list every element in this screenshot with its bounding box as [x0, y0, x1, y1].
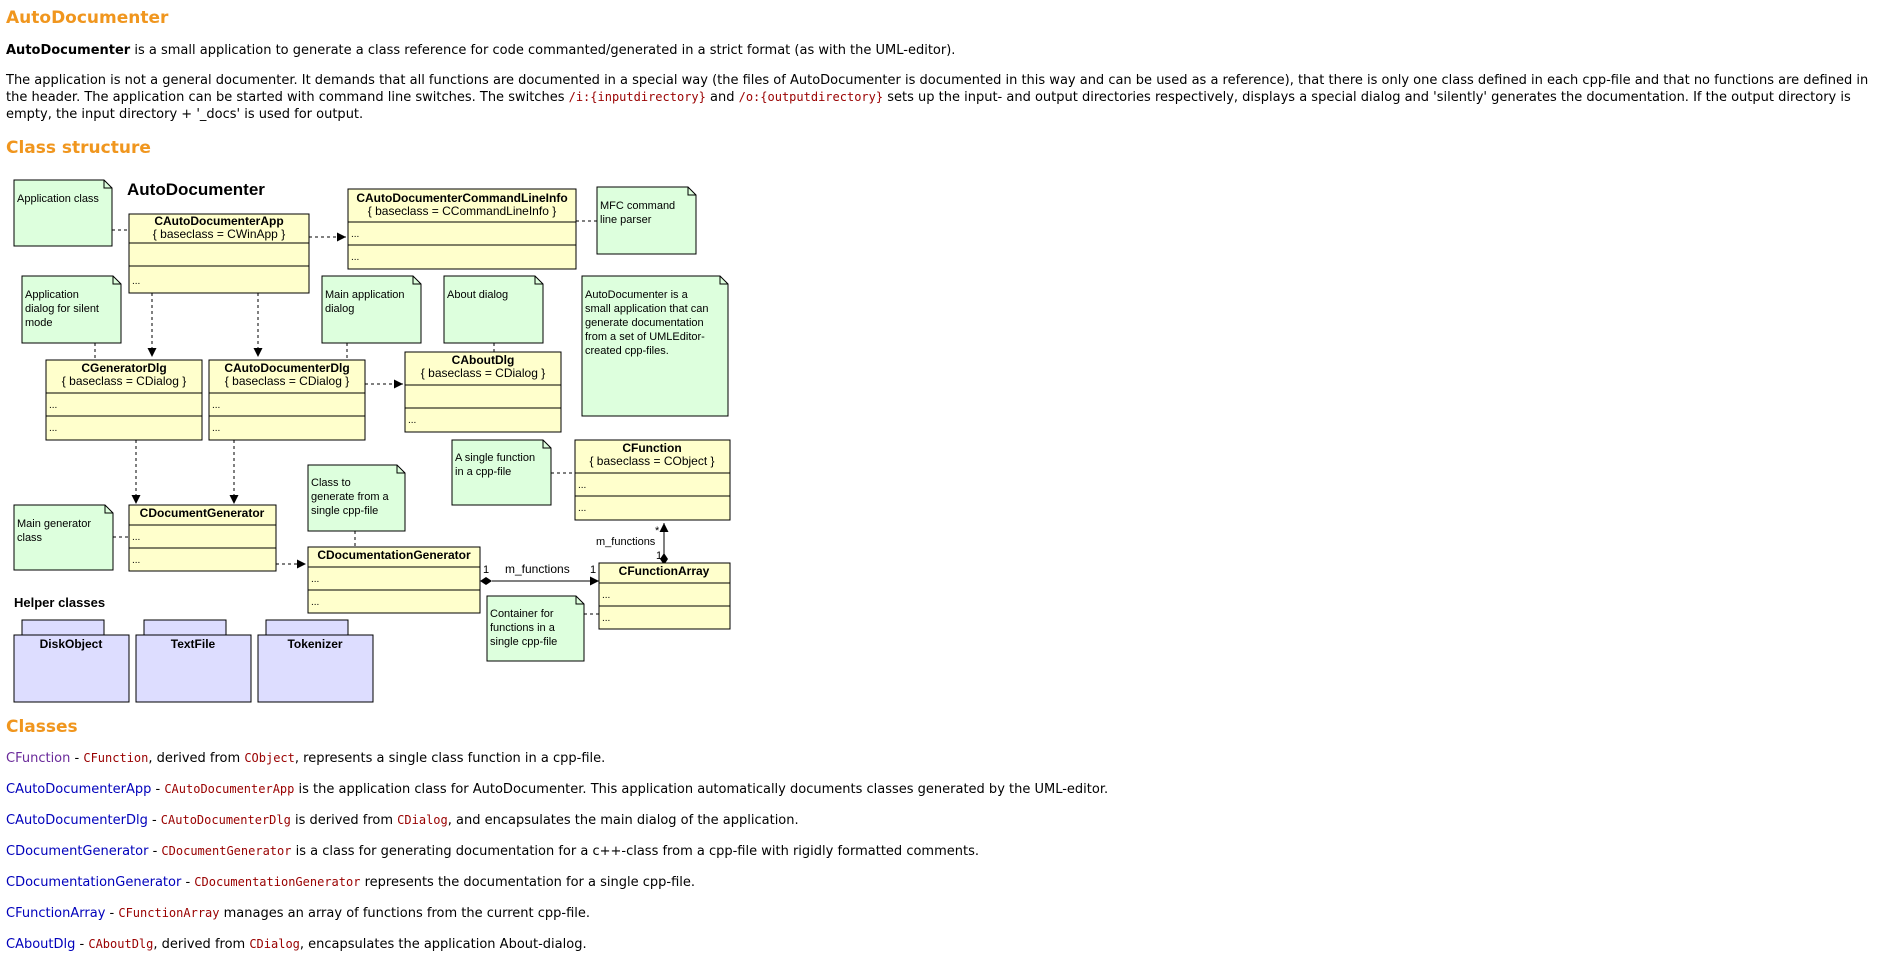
svg-text:1: 1: [590, 564, 597, 576]
input-switch-code: /i:{inputdirectory}: [568, 90, 706, 104]
class-code: CAutoDocumenterDlg: [160, 813, 291, 827]
class-description: , derived from: [148, 751, 245, 766]
class-code: CDocumentationGenerator: [194, 875, 361, 889]
package-tokenizer: [258, 620, 373, 702]
svg-text:...: ...: [351, 229, 360, 240]
svg-text:...: ...: [132, 532, 141, 543]
description-part2: and: [705, 90, 739, 105]
class-cfunction: [575, 440, 730, 520]
svg-text:...: ...: [49, 400, 58, 411]
class-description-tail: , and encapsulates the main dialog of the application.: [447, 813, 799, 828]
svg-text:{ baseclass = CDialog }: { baseclass = CDialog }: [420, 366, 546, 380]
svg-text:1: 1: [656, 550, 663, 562]
class-link[interactable]: CFunctionArray: [6, 906, 106, 921]
separator: -: [105, 906, 119, 921]
class-cfunctionarray: [599, 563, 730, 629]
separator: -: [75, 937, 89, 952]
diagram-title: AutoDocumenter: [127, 180, 265, 199]
svg-text:...: ...: [212, 423, 221, 434]
class-list-item: [6, 781, 1108, 798]
svg-text:{ baseclass = CDialog }: { baseclass = CDialog }: [61, 374, 187, 388]
svg-text:Applicationdialog for silentmo: Application dialog for silent mode: [25, 289, 99, 329]
class-link[interactable]: CAutoDocumenterDlg: [6, 813, 148, 828]
svg-text:Application class: Application class: [17, 193, 99, 205]
svg-text:...: ...: [351, 252, 360, 263]
note-container: [487, 596, 584, 661]
package-textfile: [136, 620, 251, 702]
svg-text:...: ...: [408, 415, 417, 426]
svg-text:...: ...: [311, 574, 320, 585]
intro-text: is a small application to generate a class reference for code commanted/generated in a strict format (as with the UML-editor).: [130, 43, 956, 58]
class-structure-heading: Class structure: [6, 138, 151, 158]
svg-text:...: ...: [212, 400, 221, 411]
class-list-item: [6, 874, 695, 891]
svg-text:...: ...: [49, 423, 58, 434]
svg-text:...: ...: [578, 480, 587, 491]
svg-text:CAutoDocumenterCommandLineInfo: CAutoDocumenterCommandLineInfo: [356, 191, 568, 205]
base-class-code: CDialog: [249, 937, 300, 951]
class-list-item: [6, 812, 799, 829]
class-description: is a class for generating documentation for a c++-class from a cpp-file with rigidly formatted comments.: [291, 844, 979, 859]
class-description-tail: , represents a single class function in a cpp-file.: [294, 751, 606, 766]
svg-text:CDocumentationGenerator: CDocumentationGenerator: [317, 548, 471, 562]
svg-text:...: ...: [132, 555, 141, 566]
svg-text:CGeneratorDlg: CGeneratorDlg: [81, 361, 167, 375]
class-link[interactable]: CAutoDocumenterApp: [6, 782, 152, 797]
class-link[interactable]: CDocumentationGenerator: [6, 875, 182, 890]
svg-text:MFC commandline parser: MFC command line parser: [600, 200, 676, 226]
svg-text:{ baseclass = CCommandLineInfo: { baseclass = CCommandLineInfo }: [367, 204, 557, 218]
svg-text:{ baseclass = CWinApp }: { baseclass = CWinApp }: [152, 227, 286, 241]
separator: -: [70, 751, 84, 766]
package-diskobject: [14, 620, 129, 702]
class-description: , derived from: [153, 937, 250, 952]
separator: -: [148, 844, 162, 859]
svg-text:...: ...: [311, 597, 320, 608]
class-description: is derived from: [290, 813, 398, 828]
svg-text:{ baseclass = CDialog }: { baseclass = CDialog }: [224, 374, 350, 388]
class-cdocumentationgenerator: [308, 547, 480, 613]
class-cgeneratordlg: [46, 360, 202, 440]
svg-text:Tokenizer: Tokenizer: [287, 637, 343, 651]
svg-text:m_functions: m_functions: [505, 562, 570, 576]
helper-classes-title: Helper classes: [14, 595, 106, 610]
svg-text:Main applicationdialog: Main application dialog: [325, 289, 405, 315]
separator: -: [147, 813, 161, 828]
svg-text:...: ...: [578, 503, 587, 514]
class-cautodocumenterdlg: [209, 360, 365, 440]
class-list-item: [6, 936, 587, 953]
class-code: CAutoDocumenterApp: [164, 782, 295, 796]
svg-text:Container forfunctions in asin: Container for functions in a single cpp-file: [490, 608, 558, 648]
svg-text:{ baseclass = CObject }: { baseclass = CObject }: [589, 454, 715, 468]
output-switch-code: /o:{outputdirectory}: [738, 90, 884, 104]
svg-text:TextFile: TextFile: [170, 637, 216, 651]
class-description: represents the documentation for a single cpp-file.: [360, 875, 696, 890]
svg-text:DiskObject: DiskObject: [39, 637, 103, 651]
svg-text:Class togenerate from asingle: Class to generate from a single cpp-file: [311, 477, 389, 517]
svg-text:Main generatorclass: Main generator class: [17, 518, 91, 544]
svg-text:About dialog: About dialog: [447, 289, 509, 301]
svg-text:CAboutDlg: CAboutDlg: [451, 353, 515, 367]
class-link[interactable]: CAboutDlg: [6, 937, 76, 952]
class-list-item: [6, 905, 590, 922]
class-description: is the application class for AutoDocumenter. This application automatically documents classes generated by the UML-editor.: [294, 782, 1109, 797]
description-part1: The application is not a general documenter. It demands that all functions are documented in a special way (the files of AutoDocumenter is documented in this way and can be used as a reference), that there is only one class defined in each cpp-file and that no functions are defined in the header. The application can be started with command line switches. The switches: [6, 73, 1869, 105]
svg-text:...: ...: [602, 613, 611, 624]
svg-text:...: ...: [132, 276, 141, 287]
description-part3: sets up the input- and output directories respectively, displays a special dialog and 'silently' generates the documentation. If the output directory is empty, the input directory + '_docs' is used for output.: [6, 90, 1851, 122]
svg-text:CDocumentGenerator: CDocumentGenerator: [139, 506, 265, 520]
class-cautodocumenterapp: [129, 214, 309, 293]
class-code: CAboutDlg: [88, 937, 154, 951]
class-cmdlineinfo: [348, 189, 576, 269]
page-title: AutoDocumenter: [6, 8, 169, 28]
class-caboutdlg: [405, 352, 561, 432]
class-link[interactable]: CFunction: [6, 751, 71, 766]
class-description: manages an array of functions from the current cpp-file.: [219, 906, 591, 921]
class-list-item: [6, 750, 605, 767]
svg-text:m_functions: m_functions: [596, 536, 656, 548]
class-cdocumentgenerator: [129, 505, 276, 571]
svg-text:CAutoDocumenterDlg: CAutoDocumenterDlg: [224, 361, 350, 375]
svg-text:AutoDocumenter is asmall appli: AutoDocumenter is a small application that can generate documentation from a set of UMLEditor-created cpp-files.: [585, 289, 709, 357]
class-link[interactable]: CDocumentGenerator: [6, 844, 149, 859]
base-class-code: CDialog: [397, 813, 448, 827]
class-code: CFunctionArray: [118, 906, 220, 920]
class-description-tail: , encapsulates the application About-dialog.: [299, 937, 587, 952]
separator: -: [181, 875, 195, 890]
class-code: CFunction: [83, 751, 149, 765]
classes-heading: Classes: [6, 717, 78, 737]
svg-text:*: *: [655, 525, 660, 537]
base-class-code: CObject: [244, 751, 295, 765]
svg-text:...: ...: [602, 590, 611, 601]
svg-text:A single functionin a cpp-file: A single function in a cpp-file: [455, 452, 536, 478]
separator: -: [151, 782, 165, 797]
svg-text:1: 1: [483, 564, 490, 576]
svg-text:CAutoDocumenterApp: CAutoDocumenterApp: [154, 214, 284, 228]
class-list-item: [6, 843, 979, 860]
class-code: CDocumentGenerator: [161, 844, 292, 858]
svg-text:CFunction: CFunction: [622, 441, 682, 455]
intro-app-name: AutoDocumenter: [6, 43, 131, 58]
svg-text:CFunctionArray: CFunctionArray: [618, 564, 710, 578]
